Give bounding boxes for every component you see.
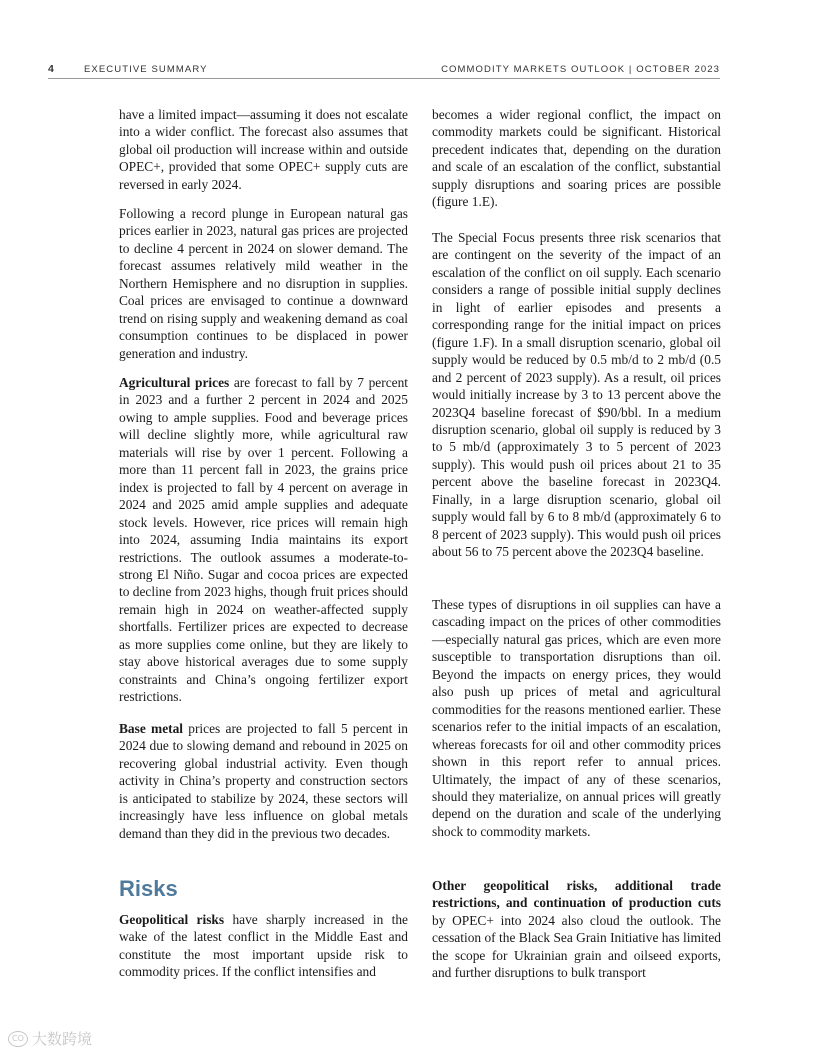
page-number: 4 [48, 63, 55, 75]
watermark-text: 大数跨境 [32, 1030, 93, 1048]
header-rule [48, 78, 720, 79]
paragraph-agricultural [119, 374, 408, 706]
paragraph-other-risks [432, 877, 721, 982]
paragraph-regional-conflict: becomes a wider regional conflict, the impact on commodity markets could be significant. Historical precedent indicates that, depending on the duration and scale of an escalation of the conflict, substantial supply disruptions and soaring prices are possible (figure 1.E). [432, 107, 721, 210]
paragraph-natural-gas: Following a record plunge in European natural gas prices earlier in 2023, natural gas prices are projected to decline 4 percent in 2024 on slower demand. The forecast assumes relatively mild weather in the Northern Hemisphere and no disruption in supplies. Coal prices are envisaged to continue a downward trend on rising supply and weakening demand as coal consumption continues to be displaced in power generation and industry. [119, 206, 408, 361]
paragraph-text: by OPEC+ into 2024 also cloud the outlook. The cessation of the Black Sea Grain Initiative has limited the scope for Ukrainian grain and oilseed exports, and further disruptions to bulk transport [432, 912, 721, 981]
paragraph-base-metal [119, 720, 408, 842]
publication-title: COMMODITY MARKETS OUTLOOK | OCTOBER 2023 [441, 64, 720, 75]
bold-lead: Agricultural prices [119, 375, 230, 390]
paragraph-oil-forecast: have a limited impact—assuming it does not escalate into a wider conflict. The forecast also assumes that global oil production will increase within and outside OPEC+, provided that some OPEC+ supply cuts are reversed in early 2024. [119, 107, 408, 192]
bold-lead: Other geopolitical risks, additional trade restrictions, and continuation of production cuts [432, 878, 721, 911]
paragraph-text: have sharply increased in the wake of the latest conflict in the Middle East and constitute the most important upside risk to commodity prices. If the conflict intensifies and [119, 912, 409, 980]
paragraph-cascading-impact: These types of disruptions in oil supplies can have a cascading impact on the prices of other commodities—especially natural gas prices, which are even more susceptible to transportation disruptions than oil. Beyond the impacts on energy prices, they would also push up prices of metal and agricultural commodities for the reasons mentioned earlier. These scenarios refer to the initial impacts of an escalation, whereas forecasts for oil and other commodity prices shown in this report refer to annual prices. Ultimately, the impact of any of these scenarios, should they materialize, on annual prices will greatly depend on the duration and scale of the underlying shock to commodity markets. [432, 597, 721, 839]
paragraph-text: prices are projected to fall 5 percent in 2024 due to slowing demand and rebound in 2025 on recovering global industrial activity. Even though activity in China’s property and construction sectors is anticipated to stabilize by 2024, these sectors will increasingly have less influence on global metals demand than they did in the previous two decades. [119, 721, 408, 841]
paragraph-special-focus: The Special Focus presents three risk scenarios that are contingent on the severity of the impact of an escalation of the conflict on oil supply. Each scenario considers a range of possible initial supply declines in light of earlier episodes and presents a corresponding range for the initial impact on prices (figure 1.F). In a small disruption scenario, global oil supply would be reduced by 0.5 mb/d to 2 mb/d (0.5 and 2 percent of 2023 supply). As a result, oil prices would initially increase by 3 to 13 percent above the 2023Q4 baseline forecast of $90/bbl. In a medium disruption scenario, global oil supply is reduced by 3 to 5 mb/d (approximately 3 to 5 percent of 2023 supply). This would push oil prices about 21 to 35 percent above the baseline forecast in 2023Q4. Finally, in a large disruption scenario, global oil supply would fall by 6 to 8 mb/d (approximately 6 to 8 percent of 2023 supply). This would push oil prices about 56 to 75 percent above the 2023Q4 baseline. [432, 230, 721, 560]
bold-lead: Geopolitical risks [119, 912, 225, 927]
risks-heading: Risks [119, 876, 178, 901]
bold-lead: Base metal [119, 721, 184, 736]
paragraph-geopolitical [119, 911, 408, 981]
watermark [8, 1028, 92, 1049]
paragraph-text: are forecast to fall by 7 percent in 2023 and a further 2 percent in 2024 and 2025 owing to ample supplies. Food and beverage prices will decline slightly more, while agricultural raw materials will rise by over 1 percent. Following a more than 11 percent fall in 2023, the grains price index is projected to fall by 4 percent on average in 2024 and 2025 amid ample supplies and adequate stock levels. However, rice prices will remain high into 2024, assuming India maintains its export restrictions. The outlook assumes a moderate-to-strong El Niño. Sugar and cocoa prices are expected to decline from 2023 highs, though fruit prices should remain high in 2024 on weather-affected supply shortfalls. Fertilizer prices are expected to decrease as more supplies come online, but they are likely to stay above historical averages due to some supply constraints and China’s ongoing fertilizer export restrictions. [119, 375, 408, 705]
watermark-logo-icon: CO [8, 1031, 28, 1047]
section-title: EXECUTIVE SUMMARY [84, 64, 208, 75]
